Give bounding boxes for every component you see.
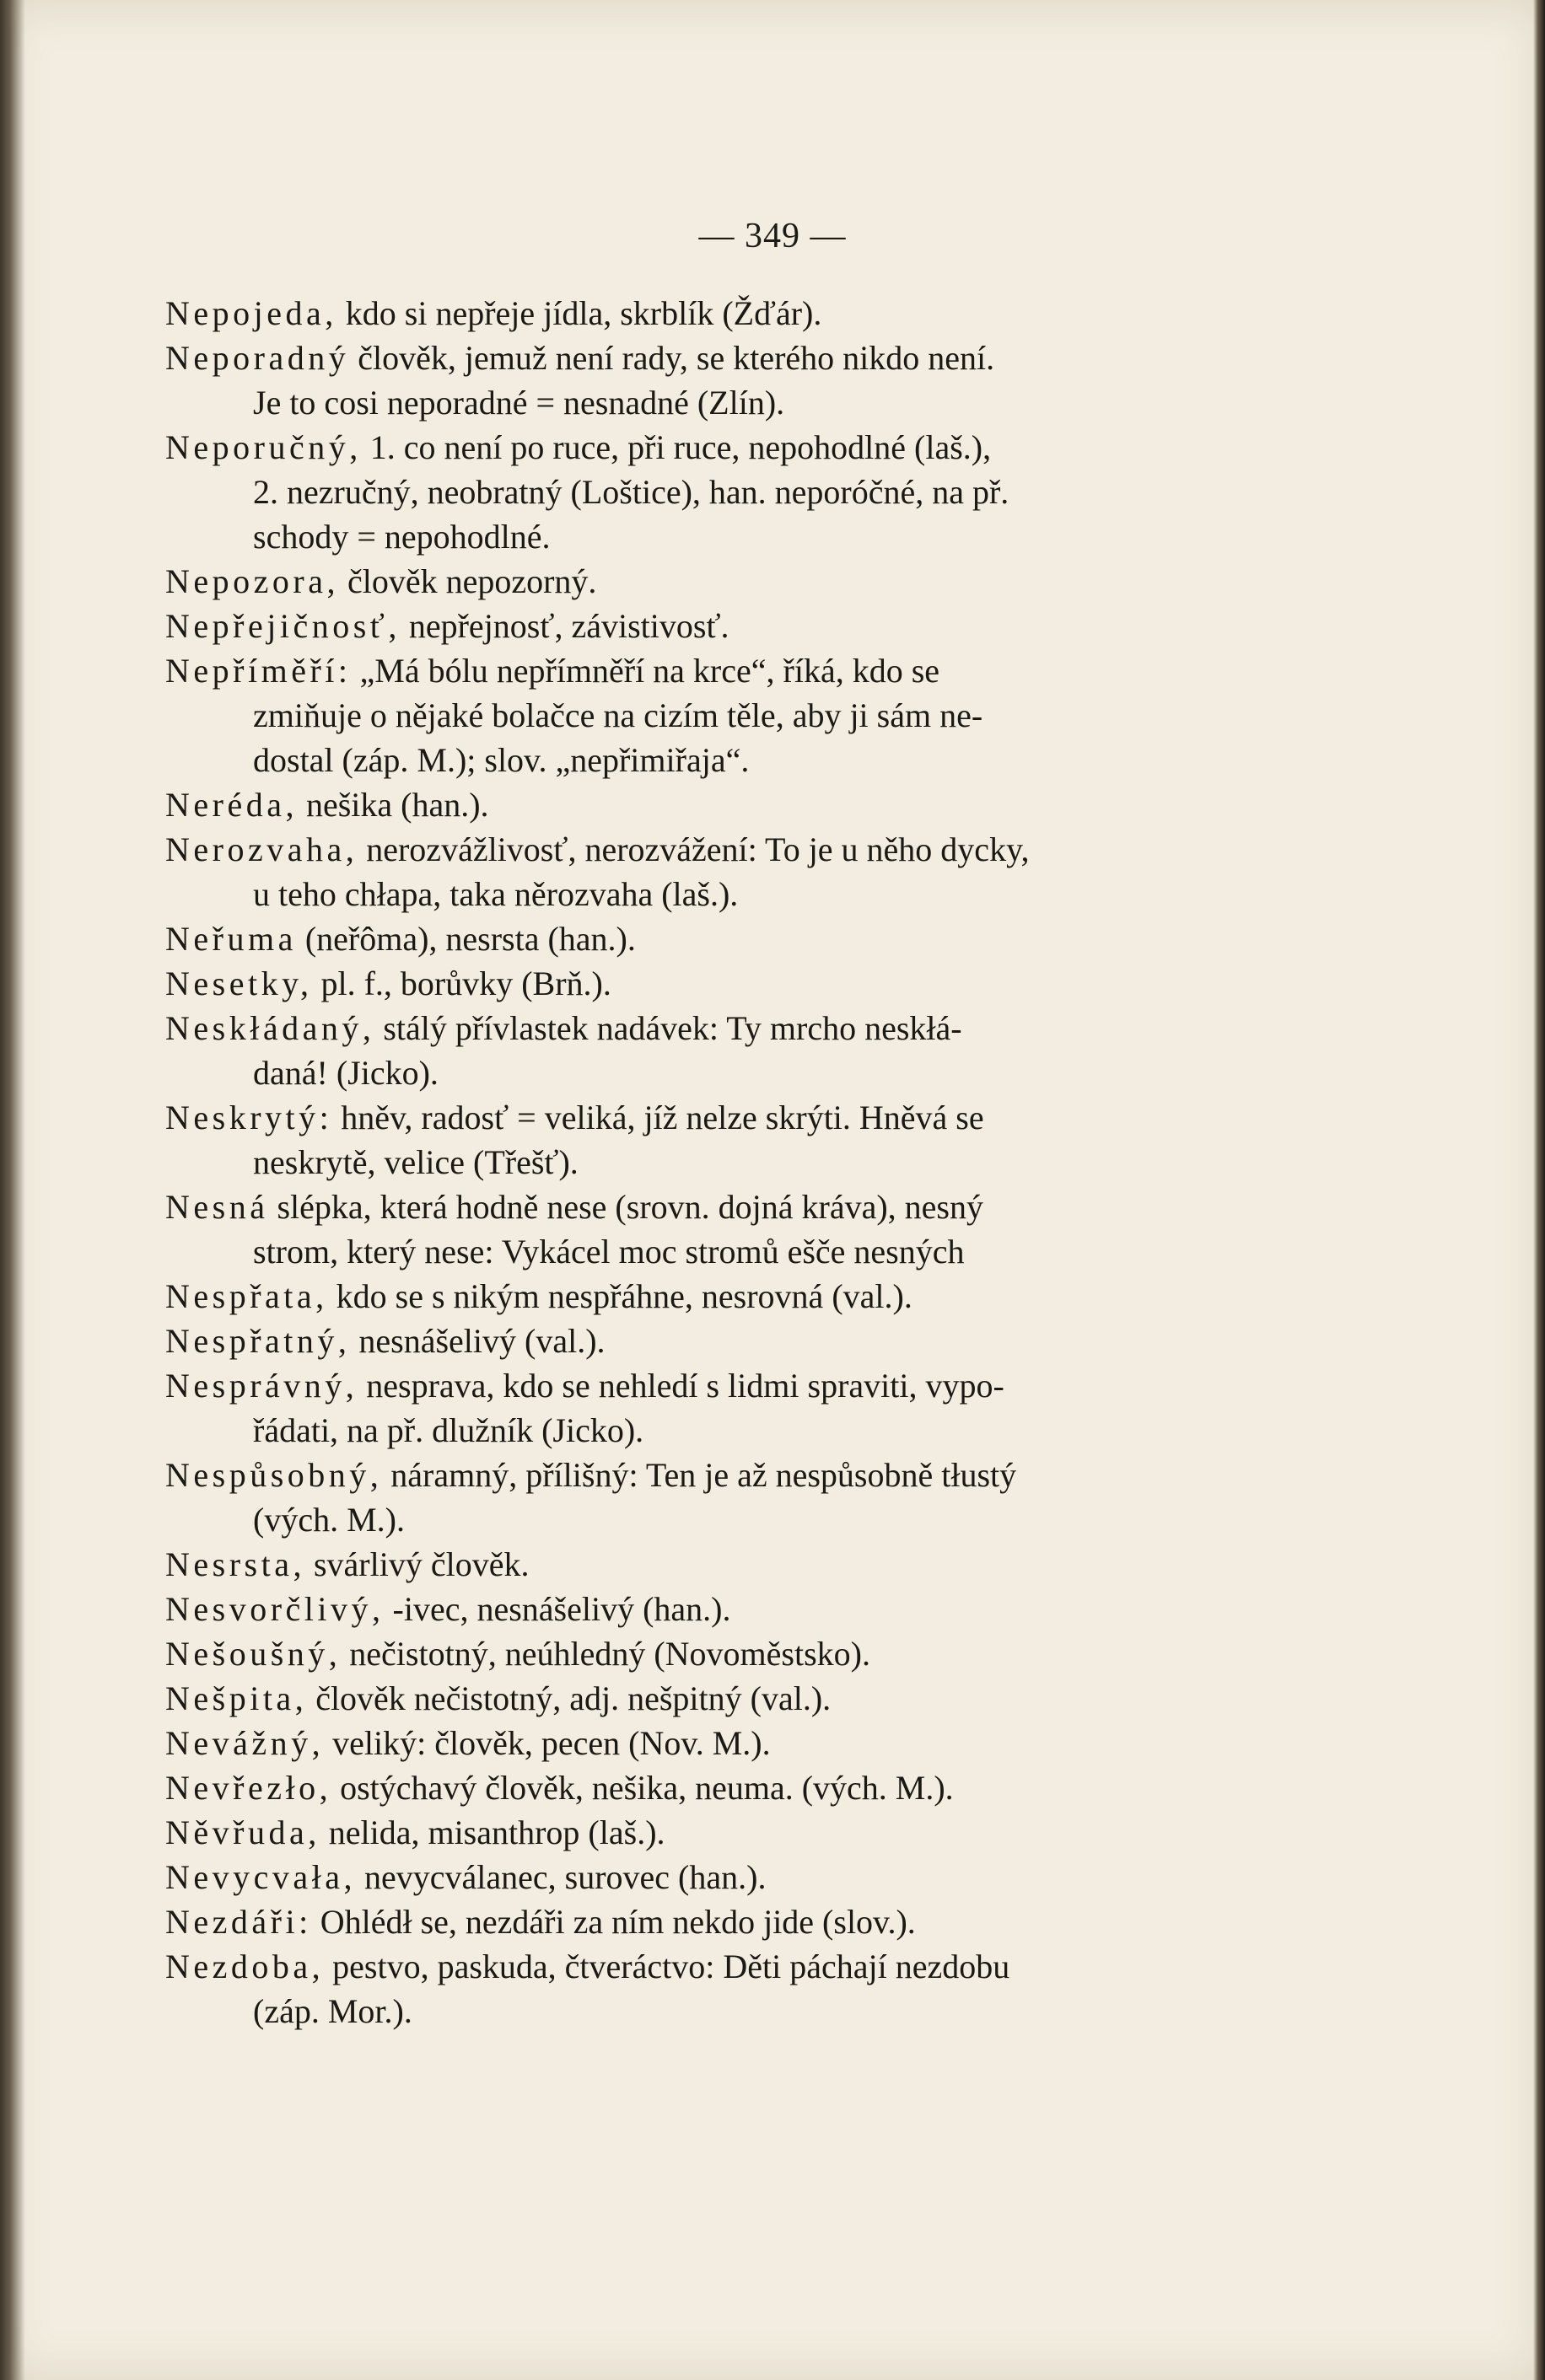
entry-first-line — [165, 961, 1253, 1006]
entry-first-line — [165, 1944, 1253, 1989]
headword: Nespřata, — [165, 1277, 328, 1315]
headword: Nešoušný, — [165, 1635, 342, 1673]
dictionary-entry — [165, 961, 1253, 1006]
entry-first-line — [165, 916, 1253, 961]
definition-text: kdo si nepřeje jídla, skrblík (Žďár). — [336, 294, 822, 332]
definition-text: „Má bólu nepřímněří na krce“, říká, kdo se — [351, 652, 940, 690]
dictionary-entry — [165, 425, 1253, 559]
entry-continuation-line — [165, 1408, 1253, 1453]
dictionary-entry — [165, 1363, 1253, 1453]
headword: Nevřezło, — [165, 1769, 332, 1807]
headword: Nesetky, — [165, 964, 313, 1002]
definition-text: ostýchavý člověk, nešika, neuma. (vých. M.). — [331, 1769, 954, 1807]
headword: Nepojeda, — [165, 294, 337, 332]
dictionary-entry — [165, 604, 1253, 648]
dictionary-entry — [165, 1185, 1253, 1274]
entry-continuation-line — [165, 1050, 1253, 1095]
entry-first-line — [165, 1542, 1253, 1587]
definition-text: člověk nečistotný, adj. nešpitný (val.). — [307, 1679, 832, 1717]
definition-text: (vých. M.). — [253, 1501, 405, 1539]
definition-text: nevycválanec, surovec (han.). — [356, 1858, 767, 1896]
dictionary-entry — [165, 559, 1253, 604]
entry-first-line — [165, 1095, 1253, 1140]
definition-text: nečistotný, neúhledný (Novoměstsko). — [341, 1635, 870, 1673]
definition-text: veliký: člověk, pecen (Nov. M.). — [324, 1724, 771, 1762]
definition-text: nesprava, kdo se nehledí s lidmi spraviti, vypo- — [358, 1367, 1004, 1405]
page-number: — 349 — — [698, 217, 847, 255]
dictionary-entry — [165, 1944, 1253, 2033]
headword: Neporadný — [165, 339, 350, 377]
entry-first-line — [165, 604, 1253, 648]
entry-continuation-line — [165, 1229, 1253, 1274]
entry-first-line — [165, 1363, 1253, 1408]
definition-text: 2. nezručný, neobratný (Loštice), han. neporóčné, na př. — [253, 473, 1009, 511]
entry-first-line — [165, 425, 1253, 470]
dictionary-entry — [165, 827, 1253, 916]
definition-text: pestvo, paskuda, čtveráctvo: Děti páchají nezdobu — [324, 1948, 1010, 1985]
definition-text: slépka, která hodně nese (srovn. dojná kráva), nesný — [268, 1188, 983, 1226]
dictionary-entry — [165, 1855, 1253, 1899]
dictionary-entry — [165, 1006, 1253, 1095]
definition-text: člověk nepozorný. — [338, 562, 597, 600]
entry-first-line — [165, 782, 1253, 827]
entry-first-line — [165, 1006, 1253, 1050]
entry-first-line — [165, 559, 1253, 604]
entry-first-line — [165, 827, 1253, 872]
definition-text: zmiňuje o nějaké bolačce na cizím těle, aby ji sám ne- — [253, 696, 983, 734]
definition-text: náramný, přílišný: Ten je až nespůsobně tłustý — [382, 1456, 1017, 1494]
entry-first-line — [165, 1319, 1253, 1363]
binding-shadow — [0, 0, 25, 2380]
definition-text: -ivec, nesnášelivý (han.). — [384, 1590, 731, 1628]
headword: Nespůsobný, — [165, 1456, 383, 1494]
definition-text: dostal (záp. M.); slov. „nepřimiřaja“. — [253, 741, 750, 779]
entry-continuation-line — [165, 738, 1253, 782]
headword: Nepřejičnosť, — [165, 607, 401, 645]
dictionary-entry — [165, 1587, 1253, 1631]
definition-text: schody = nepohodlné. — [253, 518, 551, 556]
headword: Nevycvała, — [165, 1858, 357, 1896]
definition-text: (neřôma), nesrsta (han.). — [296, 920, 636, 958]
dictionary-entry — [165, 1095, 1253, 1185]
headword: Nespřatný, — [165, 1322, 351, 1360]
dictionary-entry — [165, 1319, 1253, 1363]
entry-first-line — [165, 1899, 1253, 1944]
entry-first-line — [165, 1185, 1253, 1229]
entry-continuation-line — [165, 1989, 1253, 2033]
entry-continuation-line — [165, 693, 1253, 738]
dictionary-entry — [165, 1274, 1253, 1319]
definition-text: Je to cosi neporadné = nesnadné (Zlín). — [253, 384, 785, 422]
definition-text: nerozvážlivosť, nerozvážení: To je u něho dycky, — [358, 830, 1030, 868]
definition-text: nelida, misanthrop (laš.). — [320, 1813, 665, 1851]
entry-continuation-line — [165, 470, 1253, 514]
dictionary-entry — [165, 1765, 1253, 1810]
definition-text: kdo se s nikým nespřáhne, nesrovná (val.). — [327, 1277, 912, 1315]
definition-text: člověk, jemuž není rady, se kterého nikdo není. — [349, 339, 995, 377]
headword: Nevážný, — [165, 1724, 325, 1762]
headword: Neskrytý: — [165, 1099, 333, 1136]
headword: Nesrsta, — [165, 1545, 305, 1583]
entry-first-line — [165, 1631, 1253, 1676]
headword: Něvřuda, — [165, 1813, 320, 1851]
definition-text: strom, který nese: Vykácel moc stromů ešče nesných — [253, 1233, 965, 1271]
definition-text: stálý přívlastek nadávek: Ty mrcho neskłá- — [374, 1009, 962, 1047]
dictionary-entry — [165, 1542, 1253, 1587]
entry-first-line — [165, 1453, 1253, 1497]
headword: Neporučný, — [165, 428, 362, 466]
headword: Neskłádaný, — [165, 1009, 375, 1047]
entry-first-line — [165, 336, 1253, 380]
headword: Nezdoba, — [165, 1948, 325, 1985]
entry-first-line — [165, 1274, 1253, 1319]
entry-continuation-line — [165, 1497, 1253, 1542]
page-edge — [1533, 0, 1545, 2380]
headword: Nerozvaha, — [165, 830, 358, 868]
definition-text: nesnášelivý (val.). — [350, 1322, 606, 1360]
definition-text: Ohlédł se, nezdáři za ním nekdo jide (slov.). — [311, 1903, 916, 1941]
headword: Neréda, — [165, 786, 298, 824]
entry-continuation-line — [165, 1140, 1253, 1185]
dictionary-entries — [165, 291, 1253, 2033]
entry-continuation-line — [165, 380, 1253, 425]
dictionary-entry — [165, 1810, 1253, 1855]
entry-first-line — [165, 1721, 1253, 1765]
definition-text: hněv, radosť = veliká, jíž nelze skrýti. Hněvá se — [332, 1099, 984, 1136]
definition-text: (záp. Mor.). — [253, 1992, 412, 2030]
definition-text: neskrytě, velice (Třešť). — [253, 1143, 579, 1181]
definition-text: nepřejnosť, závistivosť. — [400, 607, 729, 645]
entry-continuation-line — [165, 514, 1253, 559]
dictionary-entry — [165, 648, 1253, 782]
definition-text: pl. f., borůvky (Brň.). — [312, 964, 611, 1002]
entry-first-line — [165, 291, 1253, 336]
headword: Nepozora, — [165, 562, 339, 600]
definition-text: 1. co není po ruce, při ruce, nepohodlné (laš.), — [361, 428, 992, 466]
dictionary-entry — [165, 916, 1253, 961]
headword: Nesvorčlivý, — [165, 1590, 385, 1628]
dictionary-entry — [165, 1453, 1253, 1542]
dictionary-entry — [165, 336, 1253, 425]
dictionary-entry — [165, 1631, 1253, 1676]
definition-text: řádati, na př. dlužník (Jicko). — [253, 1411, 644, 1449]
dictionary-entry — [165, 1721, 1253, 1765]
definition-text: daná! (Jicko). — [253, 1054, 439, 1092]
entry-first-line — [165, 1587, 1253, 1631]
headword: Nepříměří: — [165, 652, 352, 690]
headword: Nesprávný, — [165, 1367, 358, 1405]
dictionary-entry — [165, 782, 1253, 827]
headword: Neřuma — [165, 920, 297, 958]
entry-first-line — [165, 1676, 1253, 1721]
headword: Nesná — [165, 1188, 269, 1226]
entry-first-line — [165, 648, 1253, 693]
entry-first-line — [165, 1765, 1253, 1810]
definition-text: svárlivý člověk. — [304, 1545, 530, 1583]
headword: Nešpita, — [165, 1679, 308, 1717]
definition-text: u teho chłapa, taka něrozvaha (laš.). — [253, 875, 739, 913]
dictionary-entry — [165, 1899, 1253, 1944]
entry-continuation-line — [165, 872, 1253, 916]
definition-text: nešika (han.). — [297, 786, 489, 824]
entry-first-line — [165, 1855, 1253, 1899]
headword: Nezdáři: — [165, 1903, 312, 1941]
dictionary-entry — [165, 1676, 1253, 1721]
dictionary-entry — [165, 291, 1253, 336]
entry-first-line — [165, 1810, 1253, 1855]
